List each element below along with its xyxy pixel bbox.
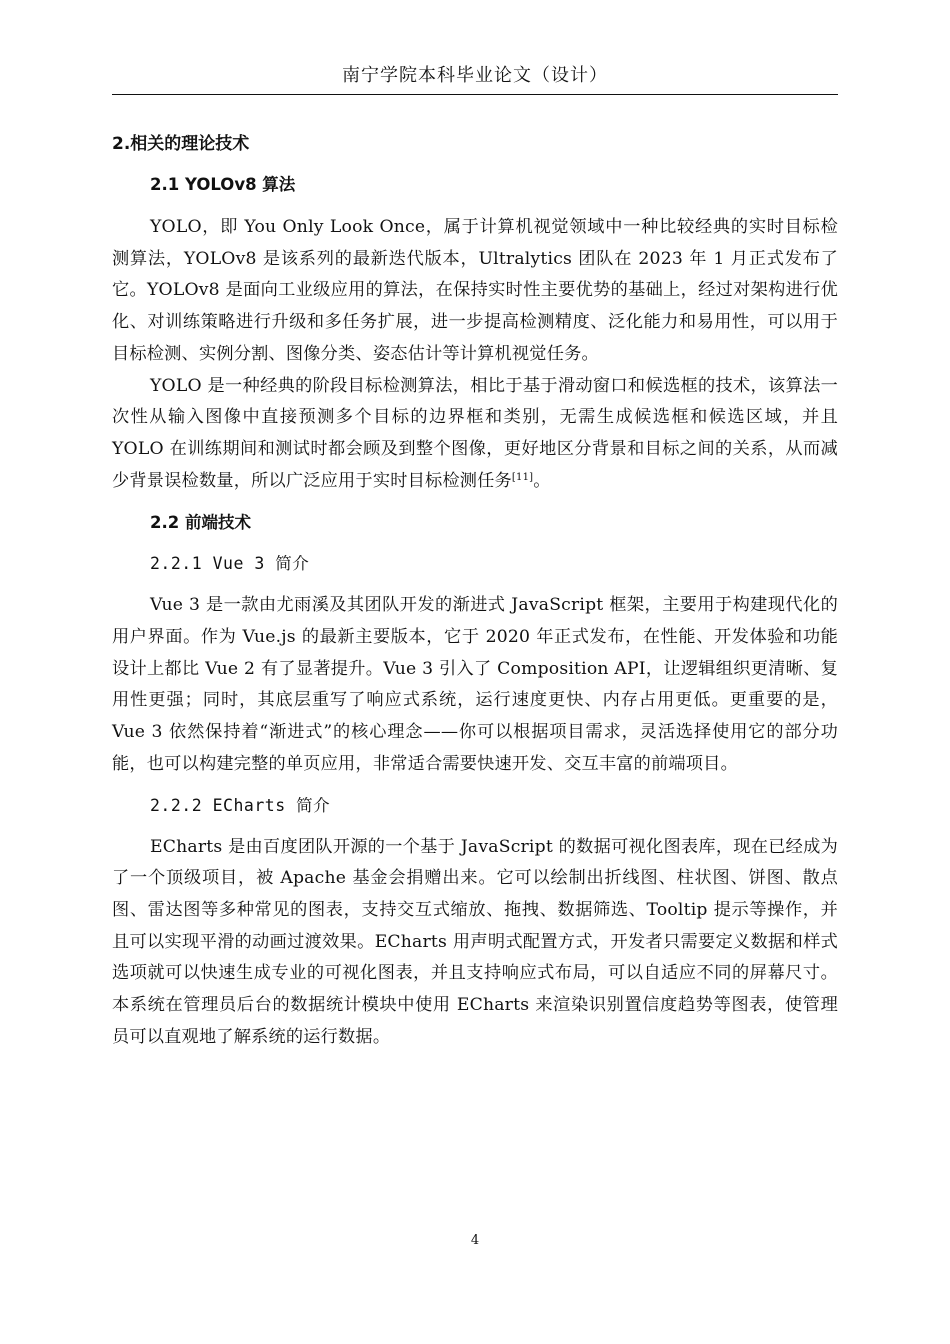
paragraph-yolo-detail-text: YOLO 是一种经典的阶段目标检测算法，相比于基于滑动窗口和候选框的技术，该算法一次性从输入图像中直接预测多个目标的边界框和类别，无需生成候选框和候选区域，并且 YOLO 在训练期间和测试时都会顾及到整个图像，更好地区分背景和目标之间的关系，从而减少背景误检数量，所以广泛应用于实时目标检测任务 — [112, 375, 838, 491]
chapter-heading: 2.相关的理论技术 — [112, 134, 250, 154]
section-heading-2-1: 2.1 YOLOv8 算法 — [150, 175, 296, 194]
paragraph-echarts: ECharts 是由百度团队开源的一个基于 JavaScript 的数据可视化图表库，现在已经成为了一个顶级项目，被 Apache 基金会捐赠出来。它可以绘制出折线图、柱状图、饼图、散点图、雷达图等多种常见的图表，支持交互式缩放、拖拽、数据筛选、Tooltip 提示等操作，并且可以实现平滑的动画过渡效果。ECharts 用声明式配置方式，开发者只需要定义数据和样式选项就可以快速生成专业的可视化图表，并且支持响应式布局，可以自适应不同的屏幕尺寸。本系统在管理员后台的数据统计模块中使用 ECharts 来渲染识别置信度趋势等图表，使管理员可以直观地了解系统的运行数据。 — [112, 836, 838, 1047]
paragraph-vue3: Vue 3 是一款由尤雨溪及其团队开发的渐进式 JavaScript 框架，主要用于构建现代化的用户界面。作为 Vue.js 的最新主要版本，它于 2020 年正式发布，在性能、开发体验和功能设计上都比 Vue 2 有了显著提升。Vue 3 引入了 Composition API，让逻辑组织更清晰、复用性更强；同时，其底层重写了响应式系统，运行速度更快、内存占用更低。更重要的是，Vue 3 依然保持着“渐进式”的核心理念——你可以根据项目需求，灵活选择使用它的部分功能，也可以构建完整的单页应用，非常适合需要快速开发、交互丰富的前端项目。 — [112, 595, 838, 774]
header-rule — [112, 94, 838, 95]
paragraph-yolo-detail-end: 。 — [533, 470, 551, 491]
section-heading-2-2: 2.2 前端技术 — [150, 513, 251, 533]
citation-11: [11] — [511, 471, 534, 483]
paragraph-yolo-detail — [112, 371, 838, 498]
running-header: 南宁学院本科毕业论文（设计） — [342, 65, 608, 86]
subsection-heading-2-2-1: 2.2.1 Vue 3 简介 — [150, 554, 310, 574]
page-number: 4 — [470, 1233, 480, 1248]
subsection-heading-2-2-2: 2.2.2 ECharts 简介 — [150, 795, 331, 815]
paragraph-yolo-intro: YOLO，即 You Only Look Once，属于计算机视觉领域中一种比较经典的实时目标检测算法，YOLOv8 是该系列的最新迭代版本，Ultralytics 团队在 2023 年 1 月正式发布了它。YOLOv8 是面向工业级应用的算法，在保持实时性主要优势的基础上，经过对架构进行优化、对训练策略进行升级和多任务扩展，进一步提高检测精度、泛化能力和易用性，可以用于目标检测、实例分割、图像分类、姿态估计等计算机视觉任务。 — [112, 217, 838, 364]
page-content — [112, 120, 838, 1053]
